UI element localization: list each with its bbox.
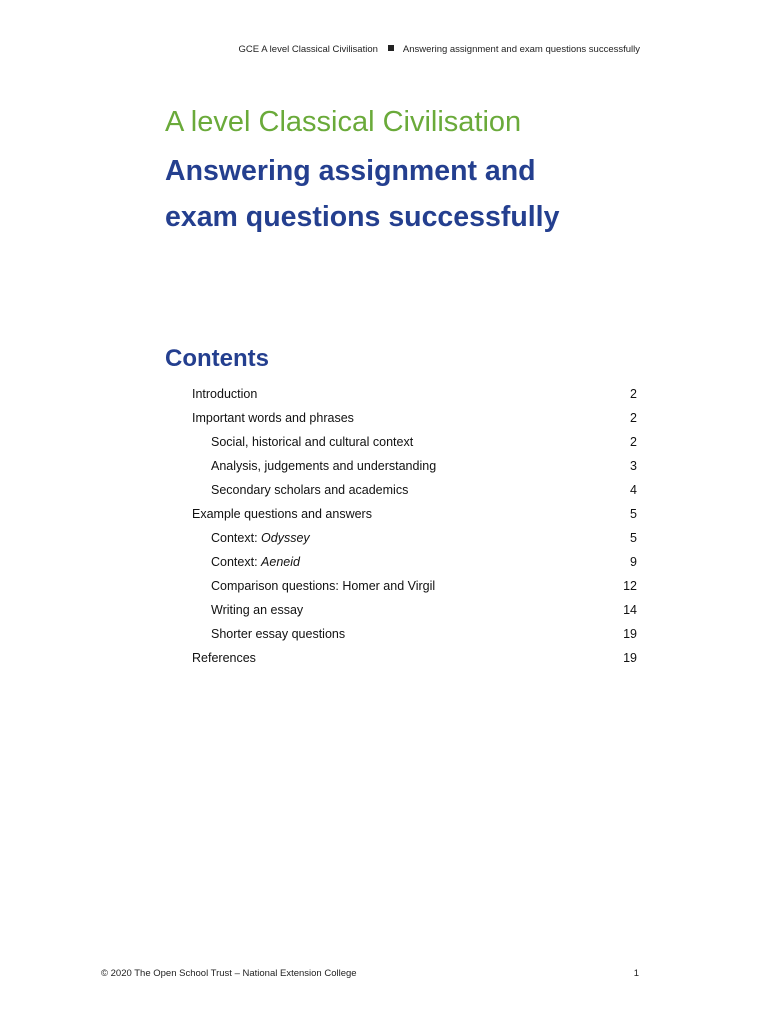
toc-entry[interactable]: [192, 382, 637, 406]
toc-entry-label-text: Social, historical and cultural context: [211, 435, 414, 449]
toc-entry-label: [192, 579, 435, 593]
toc-entry-page-number: 3: [630, 459, 637, 473]
toc-entry[interactable]: [192, 598, 637, 622]
contents-heading: Contents: [165, 345, 269, 372]
toc-entry[interactable]: [192, 550, 637, 574]
toc-entry-label-text: Writing an essay: [211, 603, 304, 617]
toc-entry-label-text: Comparison questions: Homer and Virgil: [211, 579, 436, 593]
footer-page-number: 1: [633, 968, 639, 979]
toc-entry-label: [192, 531, 310, 545]
toc-entry-label: [192, 483, 408, 497]
header-document-text: Answering assignment and exam questions successfully: [402, 44, 640, 55]
document-title-line-1: Answering assignment and: [165, 155, 536, 187]
toc-entry-label-text: Important words and phrases: [192, 411, 354, 425]
toc-entry-label: [192, 387, 257, 401]
toc-entry-label-text: Example questions and answers: [192, 507, 372, 521]
toc-entry[interactable]: [192, 406, 637, 430]
toc-entry-label-text: References: [192, 651, 256, 665]
toc-entry-page-number: 5: [630, 507, 637, 521]
toc-entry-label: [192, 603, 303, 617]
toc-entry-page-number: 19: [623, 627, 637, 641]
toc-entry-page-number: 4: [630, 483, 637, 497]
toc-entry[interactable]: [192, 430, 637, 454]
toc-entry-label-italic: Aeneid: [261, 555, 300, 569]
toc-entry-label: [192, 555, 300, 569]
toc-entry[interactable]: [192, 478, 637, 502]
running-header: [239, 44, 640, 55]
toc-entry-page-number: 2: [630, 387, 637, 401]
toc-entry-page-number: 2: [630, 411, 637, 425]
square-bullet-icon: [388, 45, 394, 51]
toc-entry[interactable]: [192, 574, 637, 598]
toc-entry-label-italic: Odyssey: [261, 531, 310, 545]
toc-entry-label: [192, 459, 436, 473]
document-title: [165, 148, 559, 240]
toc-entry-label: [192, 411, 354, 425]
toc-entry-label-text: Shorter essay questions: [211, 627, 346, 641]
toc-entry-label-text: Context:: [211, 555, 262, 569]
toc-entry-label: [192, 627, 345, 641]
toc-entry-page-number: 12: [623, 579, 637, 593]
toc-entry-label: [192, 651, 256, 665]
course-title: A level Classical Civilisation: [165, 106, 522, 138]
header-course-text: GCE A level Classical Civilisation: [238, 44, 378, 55]
toc-entry-label: [192, 507, 372, 521]
toc-entry-page-number: 5: [630, 531, 637, 545]
toc-entry[interactable]: [192, 526, 637, 550]
toc-entry[interactable]: [192, 646, 637, 670]
toc-entry-label-text: Analysis, judgements and understanding: [211, 459, 437, 473]
toc-entry-page-number: 19: [623, 651, 637, 665]
toc-entry-page-number: 2: [630, 435, 637, 449]
toc-entry-label: [192, 435, 413, 449]
toc-entry-label-text: Secondary scholars and academics: [211, 483, 409, 497]
toc-entry[interactable]: [192, 502, 637, 526]
footer-copyright: © 2020 The Open School Trust – National Extension College: [101, 968, 357, 979]
toc-entry-label-text: Context:: [211, 531, 262, 545]
toc-entry[interactable]: [192, 454, 637, 478]
toc-entry-page-number: 9: [630, 555, 637, 569]
toc-entry[interactable]: [192, 622, 637, 646]
toc-entry-label-text: Introduction: [192, 387, 258, 401]
toc-entry-page-number: 14: [623, 603, 637, 617]
table-of-contents: [192, 382, 637, 670]
document-title-line-2: exam questions successfully: [165, 201, 560, 233]
